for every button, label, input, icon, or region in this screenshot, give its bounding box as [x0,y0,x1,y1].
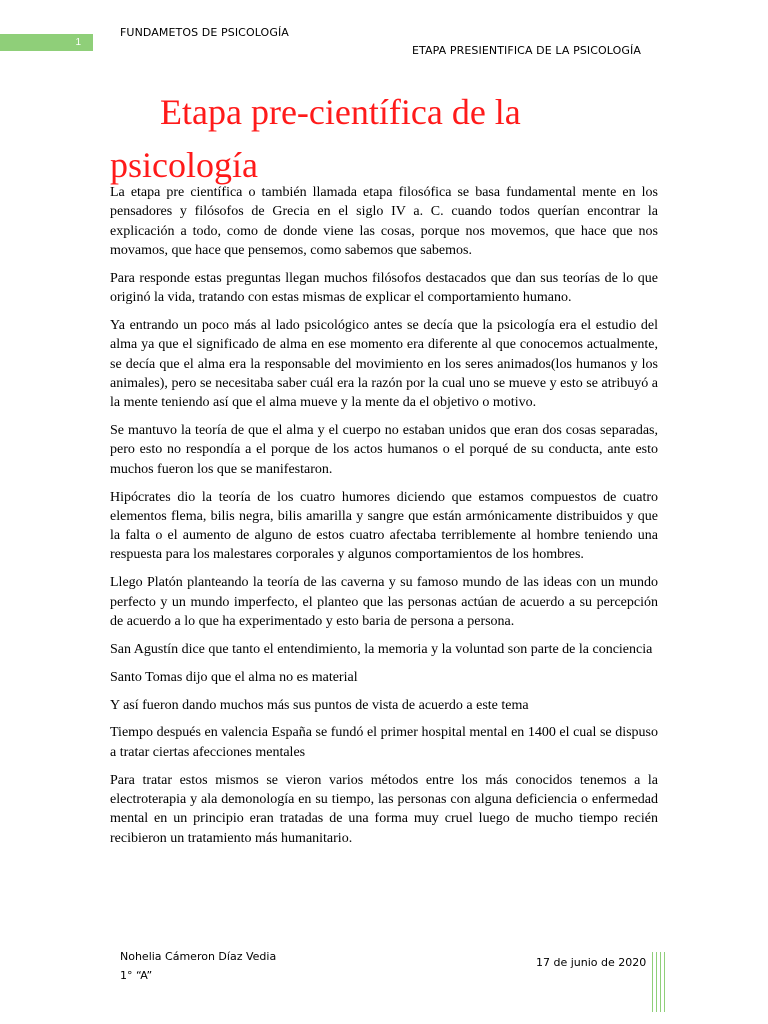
paragraph: Santo Tomas dijo que el alma no es material [110,669,358,685]
paragraph: Para responde estas preguntas llegan muchos filósofos destacados que dan sus teorías de lo que originó la vida, tratando con estas mismas de explicar el comportamiento humano. [110,270,658,306]
footer-date: 17 de junio de 2020 [536,956,647,969]
paragraph: Llego Platón planteando la teoría de las caverna y su famoso mundo de las ideas con un mundo perfecto y un mundo imperfecto, el planteo que las personas actúan de acuerdo a su percepción de acuerdo a lo que ha experimentado y esto baria de persona a persona. [110,575,658,629]
page-number-badge: 1 [0,34,93,51]
document-body [110,183,658,856]
paragraph: Se mantuvo la teoría de que el alma y el cuerpo no estaban unidos que eran dos cosas separadas, pero esto no respondía a el porque de los actos humanos o el porqué de su conducta, ante esto muchos fueron los que se manifestaron. [110,423,658,477]
paragraph: La etapa pre científica o también llamada etapa filosófica se basa fundamental mente en los pensadores y filósofos de Grecia en el siglo IV a. C. cuando todos querían encontrar la explicación a todo, como de donde viene las cosas, porque nos movemos, que hace que nos movamos, que hace que pensemos, como sabemos que sabemos. [110,185,658,258]
header-section-title: ETAPA PRESIENTIFICA DE LA PSICOLOGÍA [412,44,641,57]
paragraph: Y así fueron dando muchos más sus puntos de vista de acuerdo a este tema [110,697,529,713]
paragraph: Ya entrando un poco más al lado psicológico antes se decía que la psicología era el estudio del alma ya que el significado de alma en ese momento era diferente al que conocemos actualmente, se decía que el alma era la responsable del movimiento en los seres animados(los humanos y los animales), pero se necesitaba saber cuál era la razón por la cual uno se mueve y esto se atribuyó a la mente teniendo así que el alma mueve y la mente da el objetivo o motivo. [110,317,658,411]
footer-author-name: Nohelia Cámeron Díaz Vedia [120,950,277,963]
footer-author-block [120,947,276,985]
document-title: Etapa pre-científica de la psicología [110,92,521,185]
paragraph: San Agustín dice que tanto el entendimiento, la memoria y la voluntad son parte de la conciencia [110,641,653,657]
header-course-title: FUNDAMETOS DE PSICOLOGÍA [120,26,289,39]
footer-decorative-lines [652,952,668,1012]
paragraph: Tiempo después en valencia España se fundó el primer hospital mental en 1400 el cual se dispuso a tratar ciertas afecciones mentales [110,725,658,760]
paragraph: Para tratar estos mismos se vieron varios métodos entre los más conocidos tenemos a la electroterapia y ala demonología en su tiempo, las personas con alguna deficiencia o enfermedad mental en un principio eran tratadas de una forma muy cruel luego de mucho tiempo recién recibieron un tratamiento más humanitario. [110,772,658,846]
paragraph: Hipócrates dio la teoría de los cuatro humores diciendo que estamos compuestos de cuatro elementos flema, bilis negra, bilis amarilla y sangre que están armónicamente distribuidos y que la falta o el aumento de alguno de estos cuatro afectaba terriblemente al hombre teniendo una respuesta para los malestares corporales y algunos comportamientos de los hombres. [110,489,658,563]
footer-grade: 1° “A” [120,969,153,982]
